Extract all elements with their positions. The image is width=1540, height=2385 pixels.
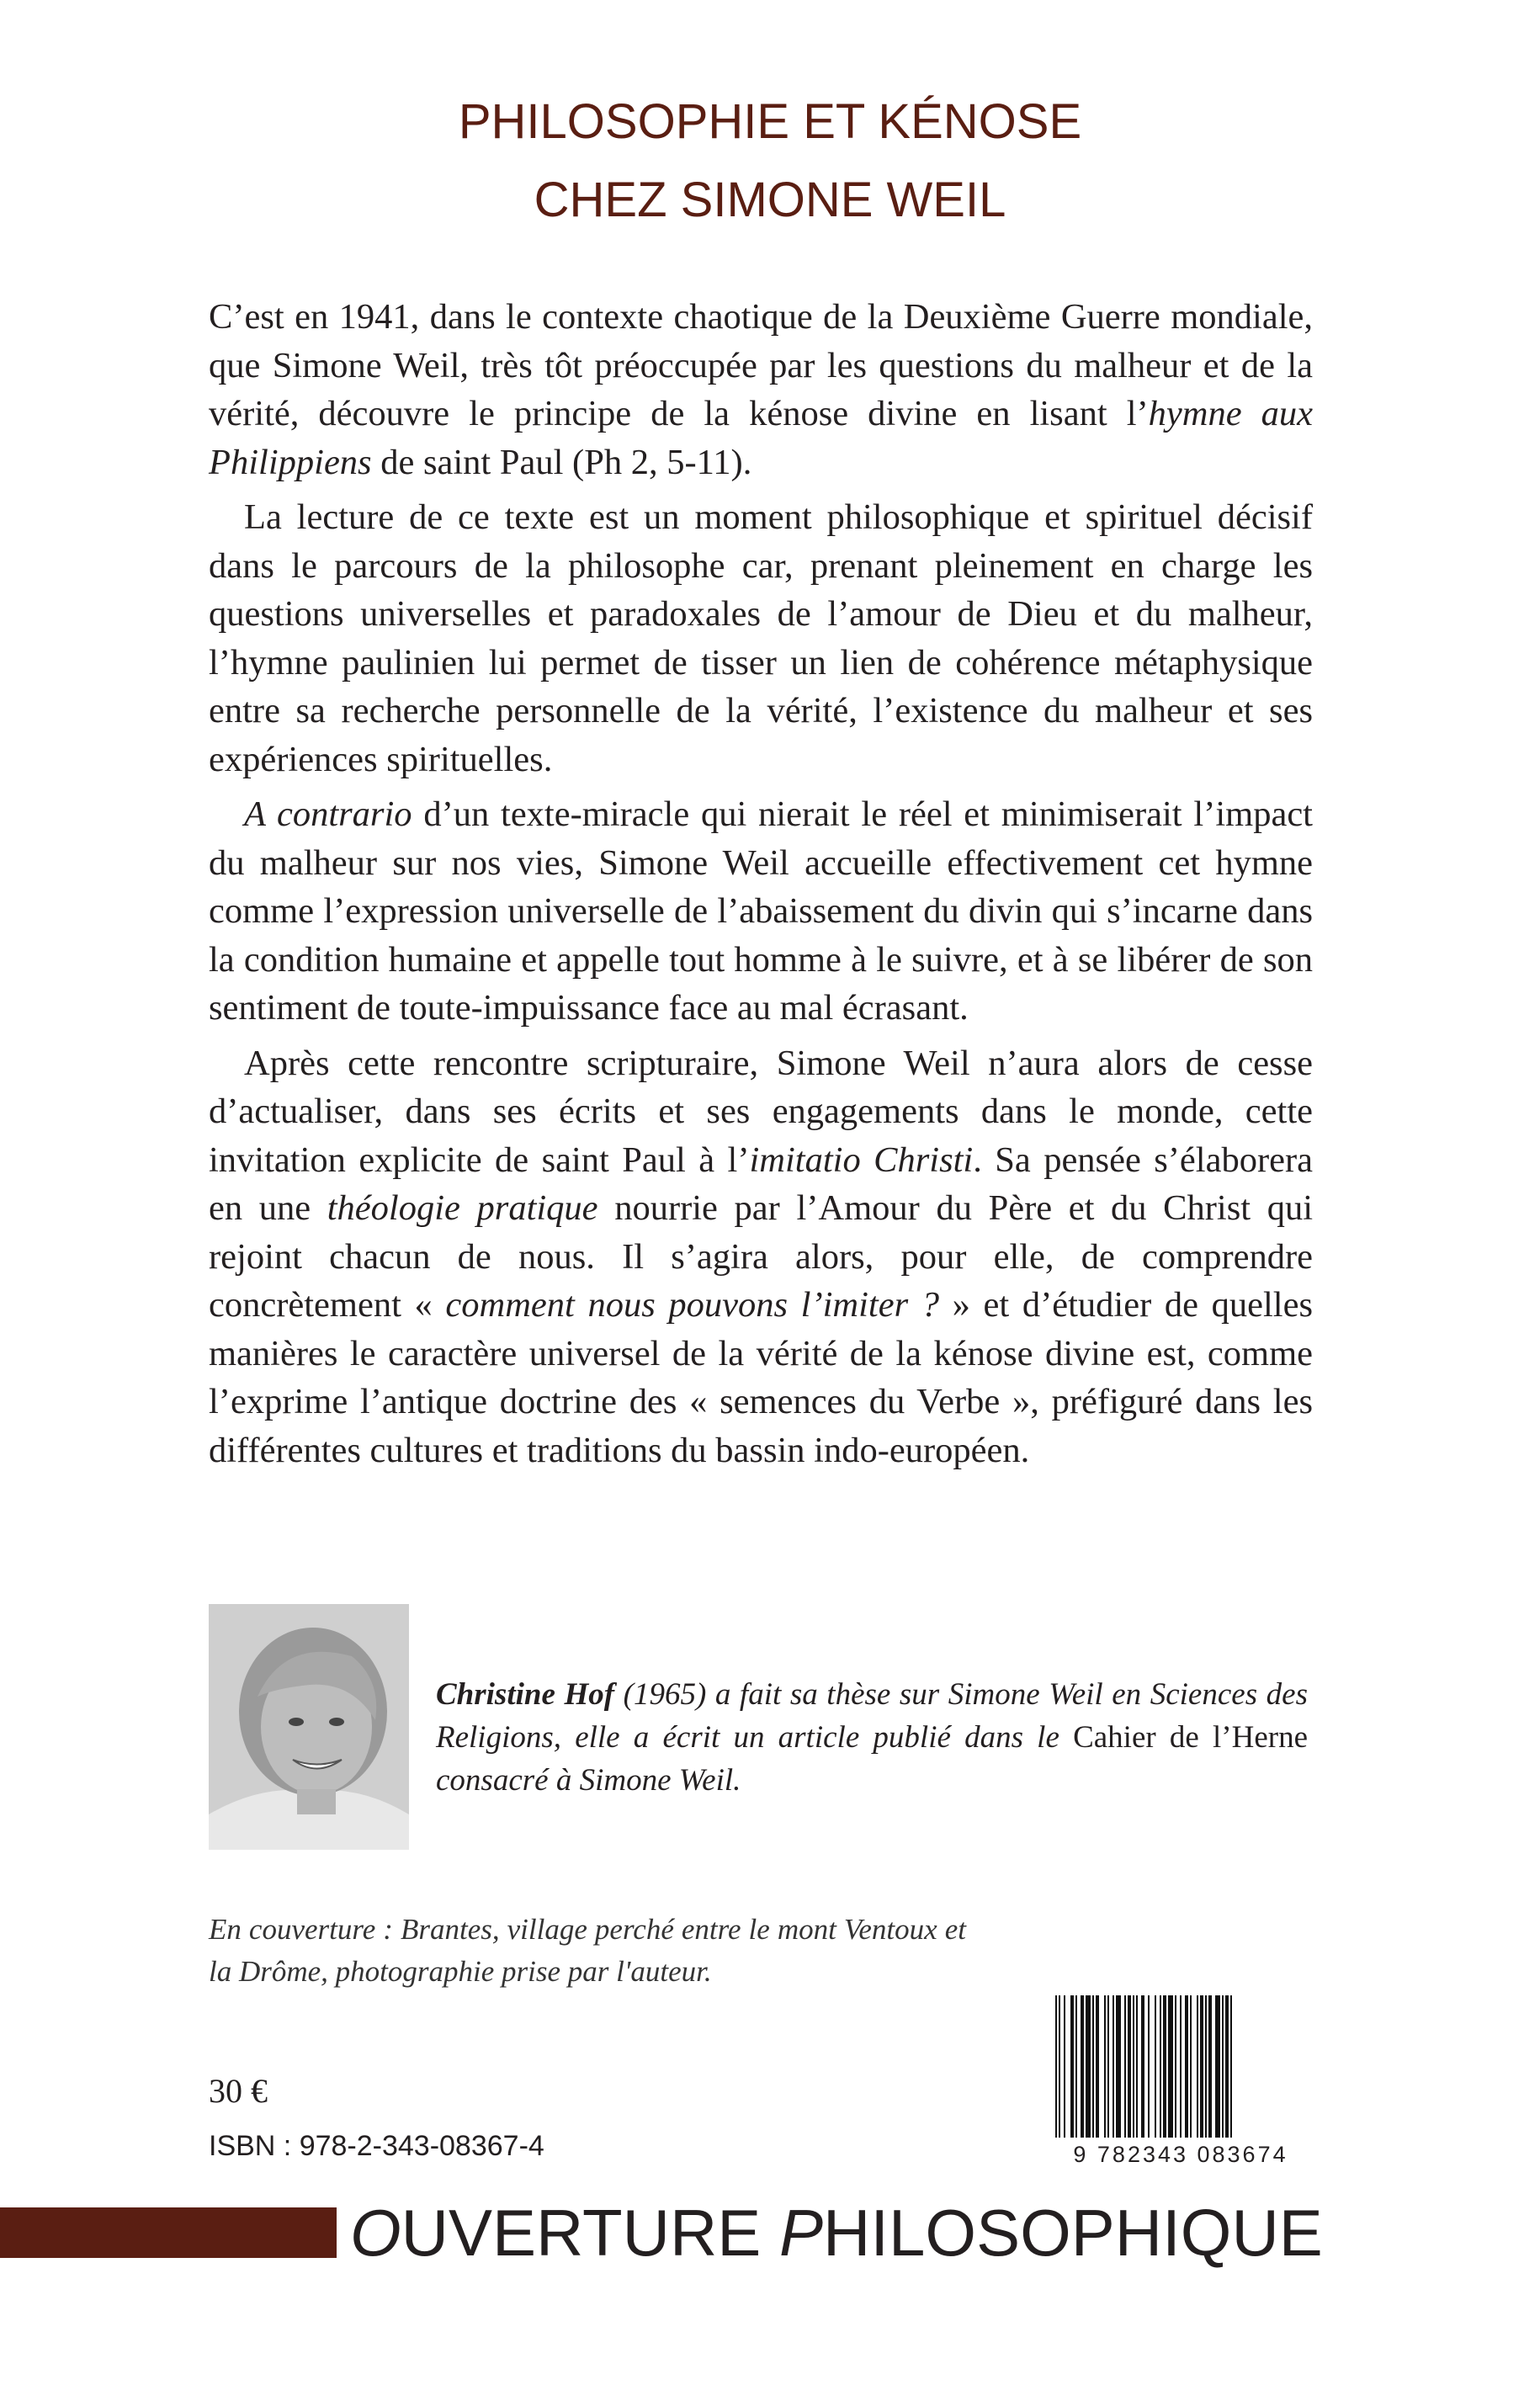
- barcode-bar: [1215, 1995, 1220, 2138]
- barcode-bar: [1064, 1995, 1065, 2138]
- barcode-bar: [1190, 1995, 1192, 2138]
- barcode-bar: [1197, 1995, 1198, 2138]
- barcode-bar: [1096, 1995, 1099, 2138]
- barcode-bar: [1222, 1995, 1224, 2138]
- barcode-bar: [1225, 1995, 1229, 2138]
- barcode-bar: [1086, 1995, 1091, 2138]
- barcode-bar: [1075, 1995, 1077, 2138]
- barcode-bar: [1185, 1995, 1188, 2138]
- author-name: Christine Hof: [436, 1677, 615, 1712]
- barcode-bar: [1081, 1995, 1084, 2138]
- barcode-bar: [1175, 1995, 1176, 2138]
- price: 30 €: [209, 2072, 268, 2110]
- barcode-bar: [1205, 1995, 1207, 2138]
- blurb-paragraph-1: C’est en 1941, dans le contexte chaotique de la Deuxième Guerre mondiale, que Simone Weil, très tôt préoccupée par les questions du malheur et de la vérité, découvre le principe de la kénose divine en lisant l’hymne aux Philippiens de saint Paul (Ph 2, 5-11).: [209, 297, 1313, 482]
- blurb-paragraph-2: La lecture de ce texte est un moment philosophique et spirituel décisif dans le parcours de la philosophe car, prenant pleinement en charge les questions universelles et paradoxales de l’amour de Dieu et du malheur, l’hymne paulinien lui permet de tisser un lien de cohérence métaphysique entre sa recherche personnelle de la vérité, l’existence du malheur et ses expériences spirituelles.: [209, 497, 1313, 779]
- barcode-bar: [1055, 1995, 1057, 2138]
- barcode-bar: [1104, 1995, 1106, 2138]
- author-photo: [209, 1604, 409, 1850]
- blurb-paragraph-3: A contrario d’un texte-miracle qui nierait le réel et minimiserait l’impact du malheur sur nos vies, Simone Weil accueille effectivement cet hymne comme l’expression universelle de l’abaissement du divin qui s’incarne dans la condition humaine et appelle tout homme à le suivre, et à se libérer de son sentiment de toute-impuissance face au mal écrasant.: [209, 794, 1313, 1028]
- barcode-bar: [1092, 1995, 1094, 2138]
- barcode-bar: [1155, 1995, 1156, 2138]
- barcode-bar: [1208, 1995, 1212, 2138]
- barcode-bar: [1059, 1995, 1060, 2138]
- barcode-bar: [1180, 1995, 1182, 2138]
- book-title-line-2: CHEZ SIMONE WEIL: [534, 173, 1006, 227]
- barcode-bar: [1141, 1995, 1144, 2138]
- barcode-bar: [1116, 1995, 1121, 2138]
- author-bio: Christine Hof (1965) a fait sa thèse sur Simone Weil en Sciences des Religions, elle a écrit un article publié dans le Cahier de l’Herne consacré à Simone Weil.: [436, 1677, 1308, 1798]
- blurb-text: [209, 293, 1313, 1474]
- barcode-bar: [1168, 1995, 1173, 2138]
- cover-credit: En couverture : Brantes, village perché entre le mont Ventoux et la Drôme, photographie prise par l'auteur.: [209, 1913, 966, 1988]
- barcode-bar: [1136, 1995, 1138, 2138]
- barcode-bar: [1133, 1995, 1134, 2138]
- barcode-bar: [1230, 1995, 1232, 2138]
- barcode-bar: [1128, 1995, 1131, 2138]
- book-title-line-1: PHILOSOPHIE ET KÉNOSE: [458, 94, 1082, 149]
- isbn: ISBN : 978-2-343-08367-4: [209, 2130, 544, 2162]
- barcode-bars: [1047, 1995, 1314, 2138]
- barcode-bar: [1070, 1995, 1074, 2138]
- barcode-bar: [1148, 1995, 1150, 2138]
- barcode-bar: [1163, 1995, 1166, 2138]
- brand-bar: [0, 2207, 337, 2258]
- barcode-bar: [1160, 1995, 1161, 2138]
- barcode-number: 9 782343 083674: [1047, 2138, 1314, 2171]
- barcode-bar: [1200, 1995, 1203, 2138]
- barcode-bar: [1124, 1995, 1126, 2138]
- blurb-paragraph-4: Après cette rencontre scripturaire, Simone Weil n’aura alors de cesse d’actualiser, dans ses écrits et ses engagements dans le monde, cette invitation explicite de saint Paul à l’imitatio Christi. Sa pensée s’élaborera en une théologie pratique nourrie par l’Amour du Père et du Christ qui rejoint chacun de nous. Il s’agira alors, pour elle, de comprendre concrètement « comment nous pouvons l’imiter ? » et d’étudier de quelles manières le caractère universel de la vérité de la kénose divine est, comme l’exprime l’antique doctrine des « semences du Verbe », préfiguré dans les différentes cultures et traditions du bassin indo-européen.: [209, 1043, 1314, 1470]
- series-name: OUVERTURE PHILOSOPHIQUE: [350, 2196, 1323, 2270]
- barcode-bar: [1113, 1995, 1114, 2138]
- barcode-bar: [1107, 1995, 1109, 2138]
